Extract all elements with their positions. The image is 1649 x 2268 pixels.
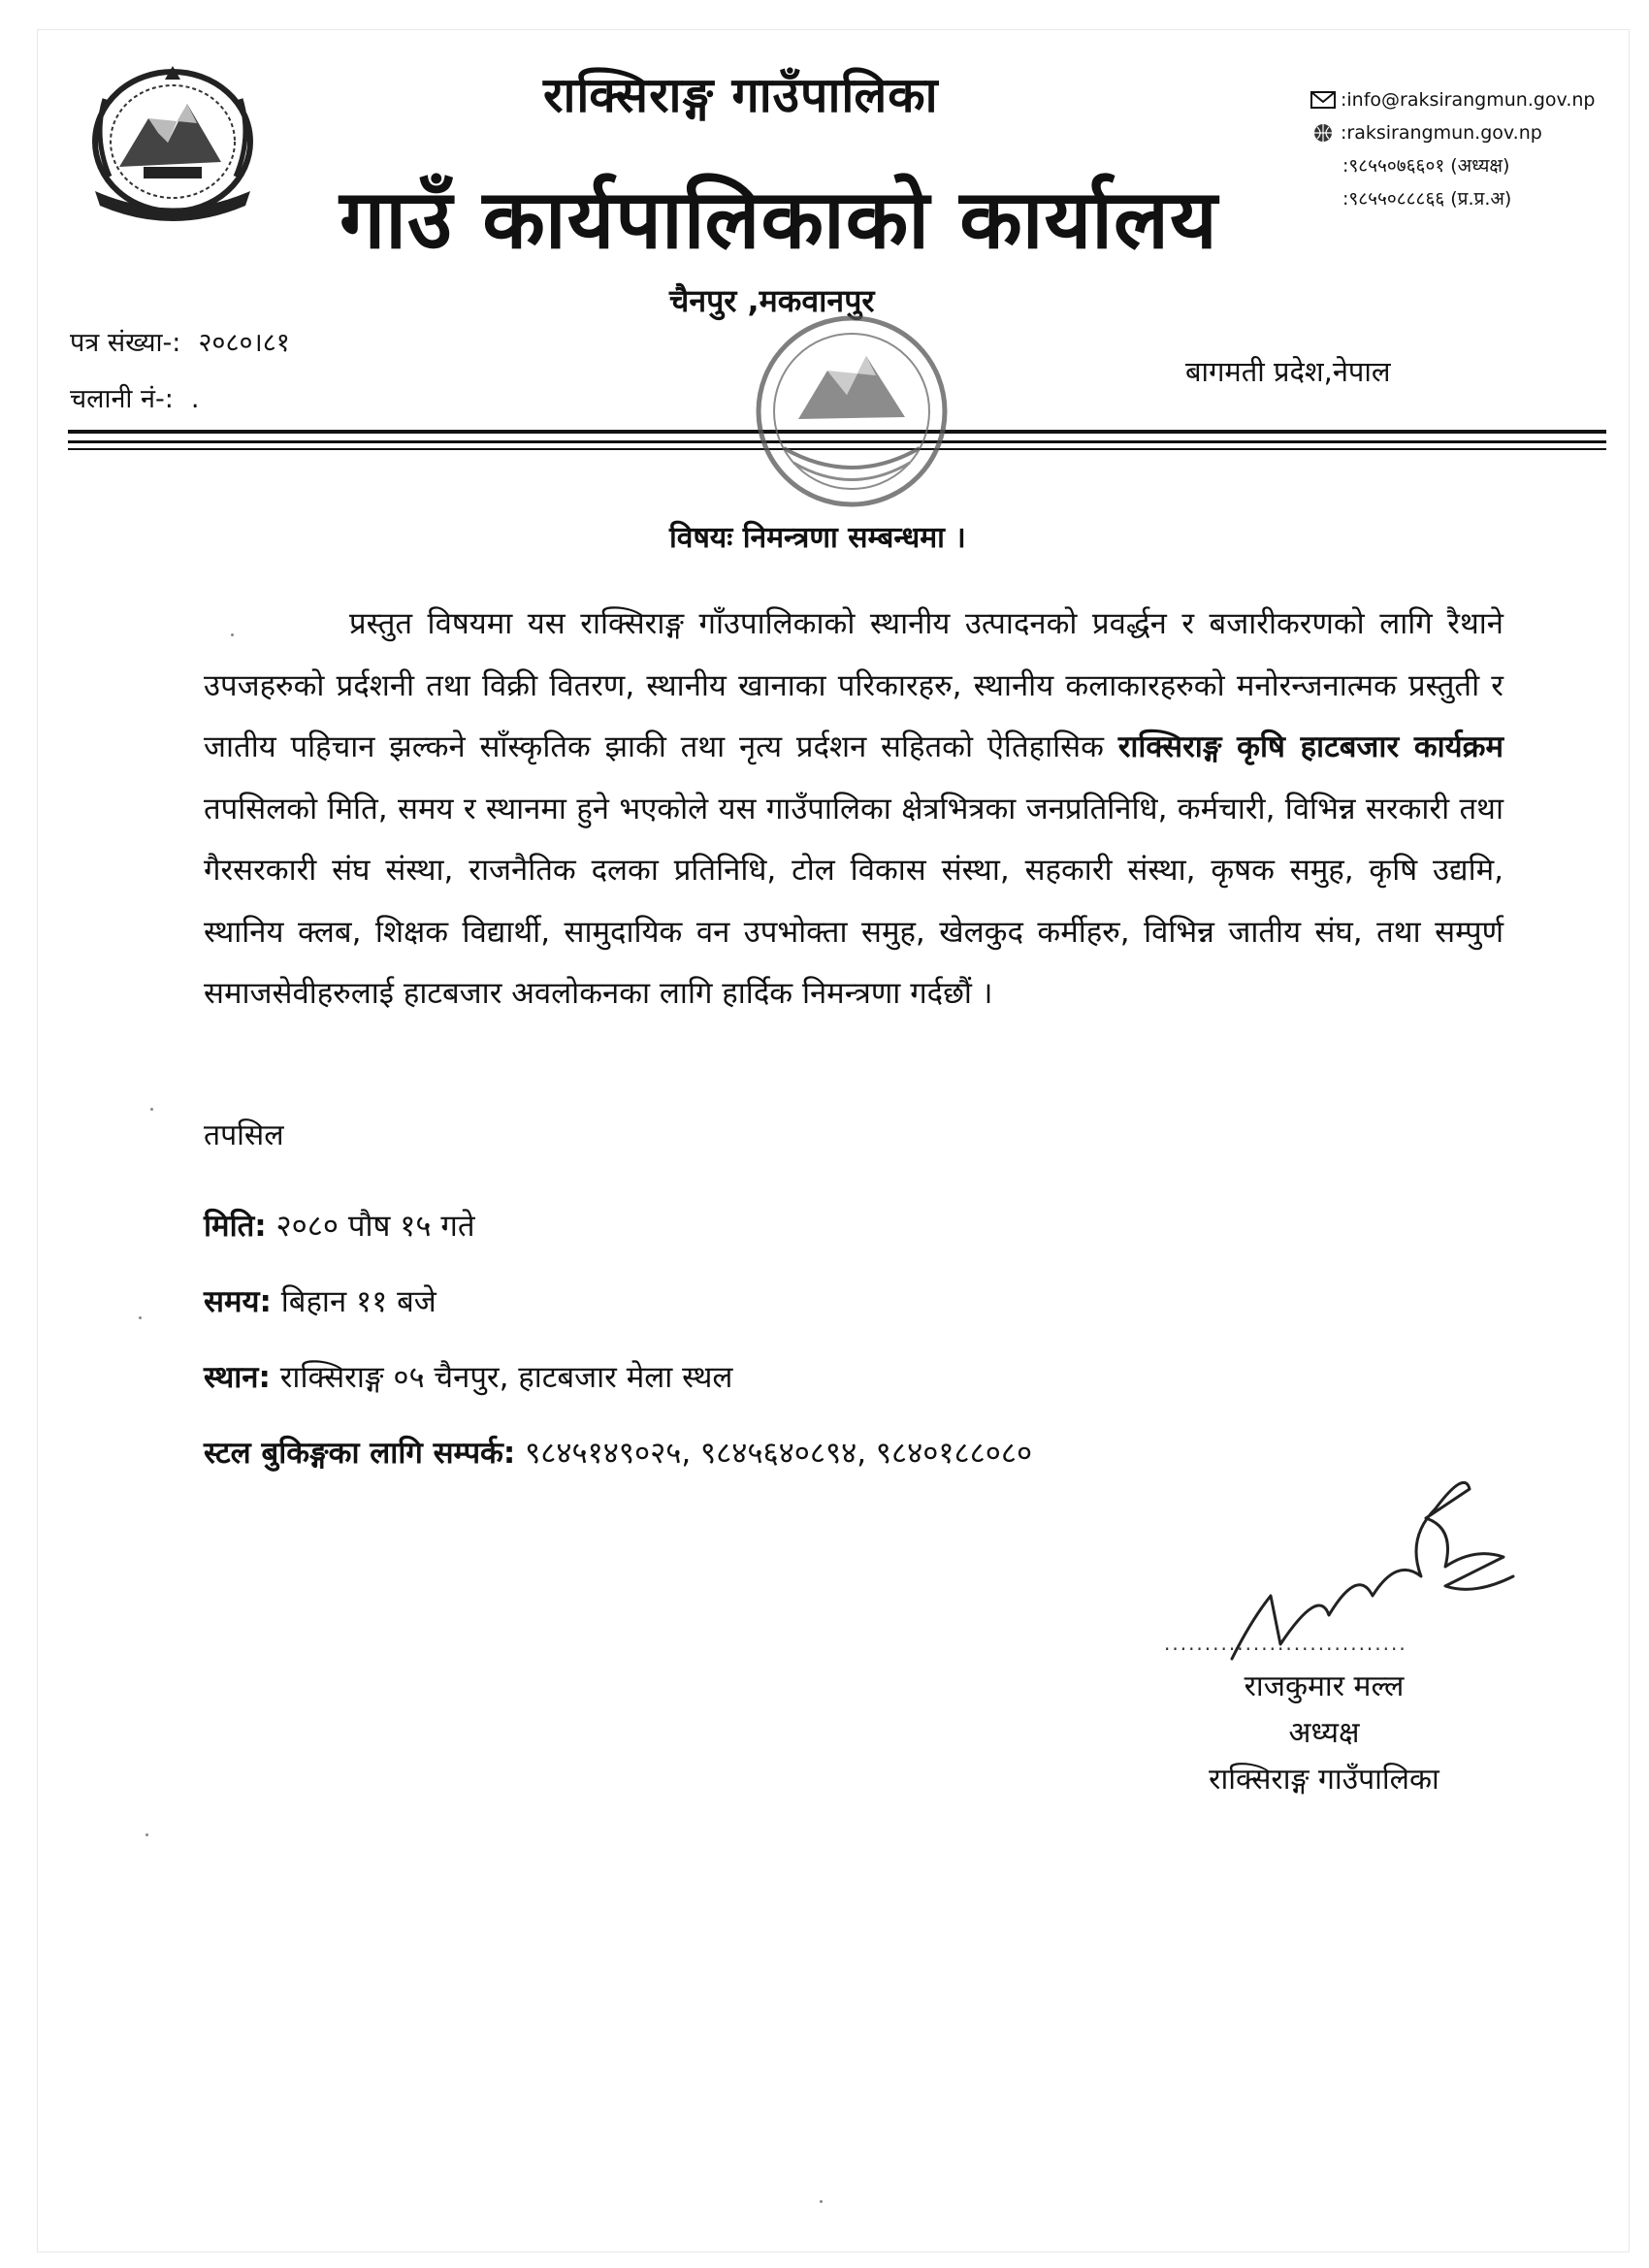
time-row: [204, 1264, 1032, 1340]
globe-icon: [1310, 122, 1337, 144]
event-details: [204, 1188, 1032, 1491]
scan-speck: [820, 2200, 823, 2203]
body-text-event-name: राक्सिराङ्ग कृषि हाटबजार कार्यक्रम: [1117, 729, 1504, 764]
body-text-part1: प्रस्तुत विषयमा यस राक्सिराङ्ग गाँउपालिकाको स्थानीय उत्पादनको प्रवर्द्धन र बजारीकरणको लागि रैथाने उपजहरुको प्रर्दशनी तथा विक्री वितरण, स्थानीय खानाका परिकारहरु, स्थानीय कलाकारहरुको मनोरन्जनात्मक प्रस्तुती र जातीय पहिचान झल्कने साँस्कृतिक झाकी तथा नृत्य प्रर्दशन सहितको ऐतिहासिक: [204, 606, 1504, 764]
scan-speck: [146, 1833, 148, 1836]
office-address: चैनपुर ,मकवानपुर: [669, 282, 875, 319]
envelope-icon: [1310, 89, 1337, 111]
office-seal-stamp: [745, 303, 958, 521]
scan-speck: [231, 633, 234, 636]
website-link[interactable]: :raksirangmun.gov.np: [1341, 122, 1542, 144]
email-row: [1310, 83, 1595, 116]
signatory-title: अध्यक्ष: [1288, 1716, 1360, 1750]
phone-chair-row: [1310, 149, 1595, 182]
body-text-part2: तपसिलको मिति, समय र स्थानमा हुने भएकोले यस गाउँपालिका क्षेत्रभित्रका जनप्रतिनिधि, कर्मचारी, विभिन्न सरकारी तथा गैरसरकारी संघ संस्था, राजनैतिक दलका प्रतिनिधि, टोल विकास संस्था, सहकारी संस्था, कृषक समुह, कृषि उद्यमि, स्थानिय क्लब, शिक्षक विद्यार्थी, सामुदायिक वन उपभोक्ता समुह, खेलकुद कर्मीहरु, विभिन्न जातीय संघ, तथा सम्पुर्ण समाजसेवीहरुलाई हाटबजार अवलोकनका लागि हार्दिक निमन्त्रणा गर्दछौं ।: [204, 791, 1504, 1011]
nepal-emblem-icon: [76, 60, 270, 233]
letter-meta: [70, 315, 290, 428]
dispatch-number-row: [70, 372, 290, 428]
organization-name: राक्सिराङ्ग गाउँपालिका: [543, 67, 939, 123]
phone-chair: :९८५५०७६६०१ (अध्यक्ष): [1342, 155, 1510, 177]
stall-contact-value: ९८४५१४९०२५, ९८४५६४०८९४, ९८४०१८८०८०: [515, 1436, 1033, 1471]
phone-cao: :९८५५०८८८६६ (प्र.प्र.अ): [1342, 188, 1512, 210]
dispatch-number-label: चलानी नं-:: [70, 384, 174, 414]
details-heading: तपसिल: [204, 1118, 284, 1152]
place-label: स्थान:: [204, 1360, 271, 1395]
phone-cao-row: [1310, 182, 1595, 215]
date-label: मिति:: [204, 1209, 267, 1244]
time-value: बिहान ११ बजे: [271, 1284, 436, 1319]
signature-line: ..............................: [1164, 1632, 1407, 1655]
scan-speck: [139, 1316, 142, 1319]
signatory-block: [1174, 1664, 1474, 1803]
stall-contact-row: [204, 1415, 1032, 1491]
letter-body: [204, 594, 1504, 1025]
signatory-org: राक्सिराङ्ग गाउँपालिका: [1209, 1763, 1439, 1797]
province: बागमती प्रदेश,नेपाल: [1185, 355, 1391, 388]
time-label: समय:: [204, 1284, 272, 1319]
letter-number-row: [70, 315, 290, 372]
letter-number-value: २०८०।८१: [198, 328, 290, 358]
place-value: राक्सिराङ्ग ०५ चैनपुर, हाटबजार मेला स्थल: [270, 1360, 733, 1395]
email-link[interactable]: :info@raksirangmun.gov.np: [1341, 89, 1596, 111]
date-value: २०८० पौष १५ गते: [266, 1209, 475, 1244]
scan-speck: [150, 1108, 153, 1111]
dispatch-number-value: .: [190, 384, 200, 414]
website-row: [1310, 116, 1595, 149]
office-name: गाउँ कार्यपालिकाको कार्यालय: [340, 172, 1218, 267]
letter-subject: विषयः निमन्त्रणा सम्बन्धमा ।: [669, 521, 966, 555]
place-row: [204, 1340, 1032, 1415]
date-row: [204, 1188, 1032, 1264]
signatory-name: राजकुमार मल्ल: [1244, 1669, 1405, 1703]
letter-number-label: पत्र संख्या-:: [70, 328, 181, 358]
contact-block: [1310, 83, 1595, 215]
stall-contact-label: स्टल बुकिङ्गका लागि सम्पर्क:: [204, 1436, 516, 1471]
